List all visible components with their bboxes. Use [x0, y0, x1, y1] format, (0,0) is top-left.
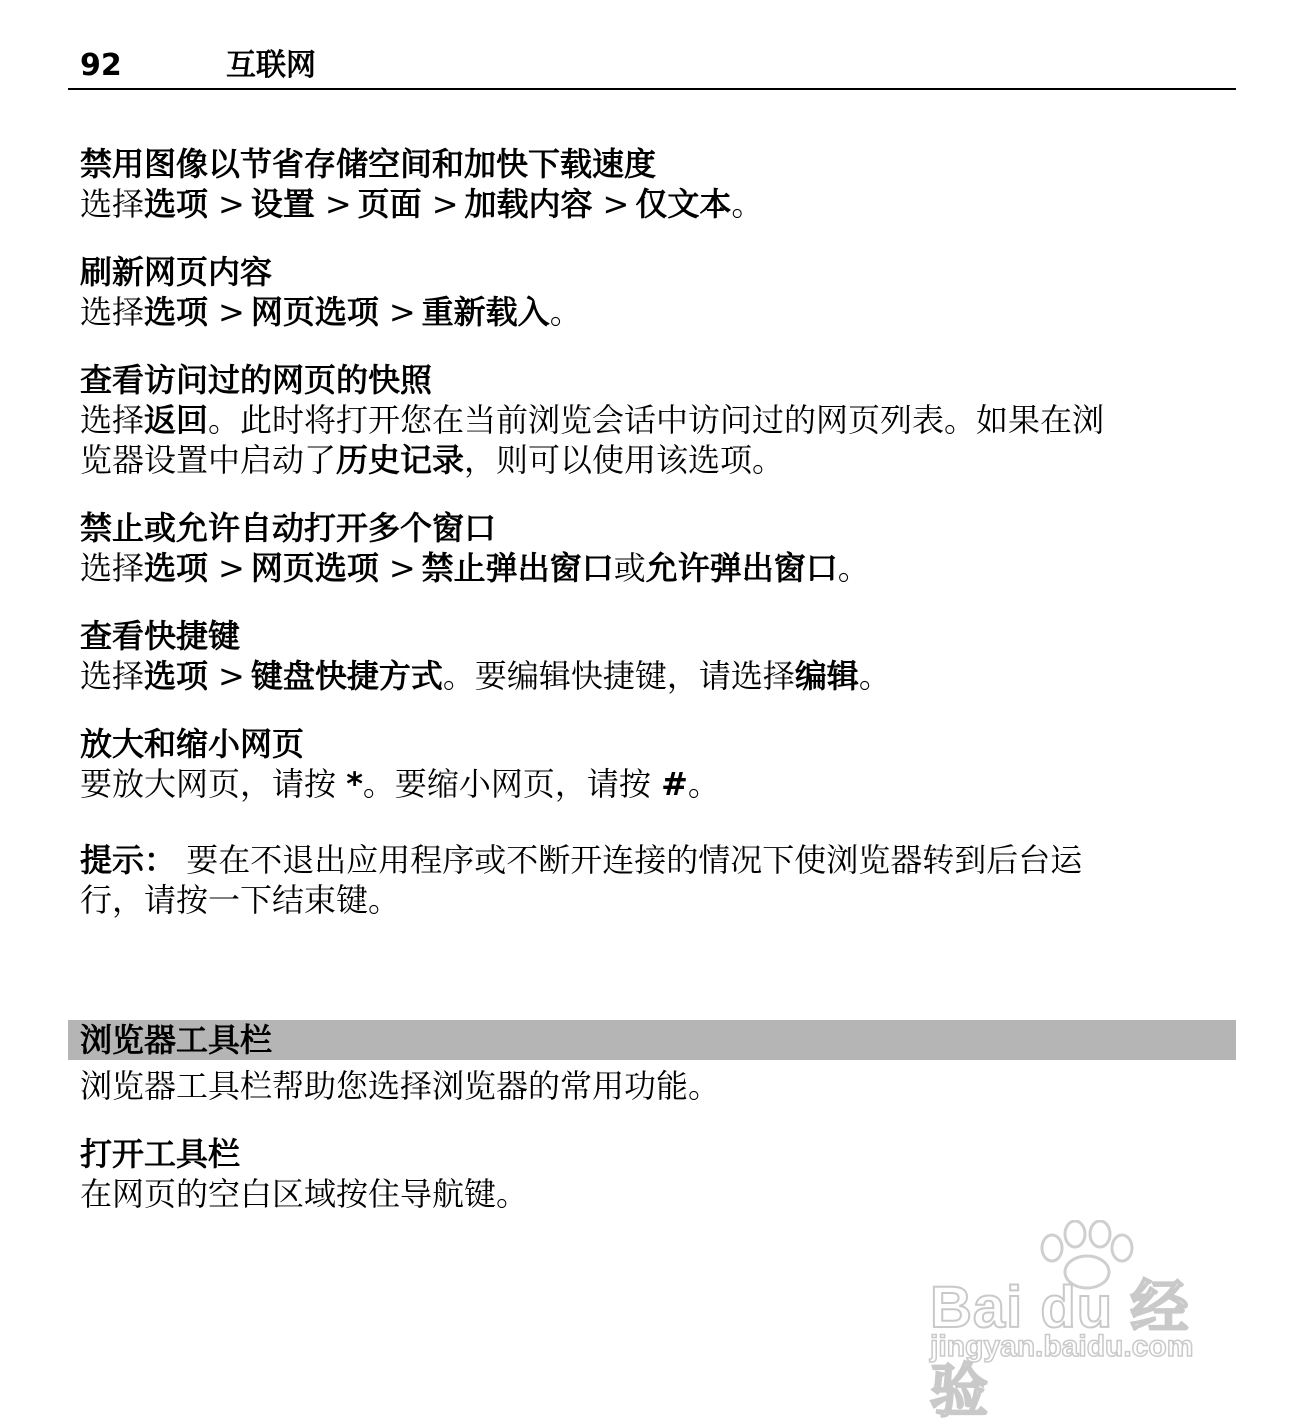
menu-item: 选项: [144, 657, 209, 695]
menu-item: 键盘快捷方式: [250, 657, 443, 695]
section-zoom: [80, 724, 1230, 804]
menu-item: 加载内容: [464, 185, 593, 223]
toolbar-content: [80, 1066, 1230, 1214]
menu-item: 页面: [357, 185, 422, 223]
section-heading: 打开工具栏: [80, 1135, 241, 1173]
baidu-watermark: [920, 1220, 1230, 1424]
section-snapshots: [80, 360, 1230, 480]
menu-path: 选择选项 > 键盘快捷方式。要编辑快捷键，请选择编辑。: [80, 657, 891, 695]
section-shortcuts: [80, 616, 1230, 696]
main-content: [80, 144, 1230, 954]
menu-item: 网页选项: [250, 293, 379, 331]
section-heading: 查看访问过的网页的快照: [80, 361, 433, 399]
section-heading: 禁用图像以节省存储空间和加快下载速度: [80, 145, 657, 183]
section-heading: 禁止或允许自动打开多个窗口: [80, 509, 497, 547]
menu-item: 禁止弹出窗口: [421, 549, 614, 587]
menu-item: 选项: [144, 185, 209, 223]
tip-text: 行，请按一下结束键。: [80, 881, 401, 919]
section-heading: 放大和缩小网页: [80, 725, 305, 763]
chapter-title: 互联网: [226, 48, 316, 83]
watermark-brand: Bai du 经验: [930, 1275, 1190, 1424]
page-number: 92: [80, 48, 122, 83]
menu-item: 编辑: [794, 657, 859, 695]
body-text: 在网页的空白区域按住导航键。: [80, 1175, 529, 1213]
section-refresh: [80, 252, 1230, 332]
key-label: *: [346, 765, 363, 803]
menu-item: 重新载入: [421, 293, 550, 331]
menu-item: 选项: [144, 549, 209, 587]
menu-path: 选择选项 > 设置 > 页面 > 加载内容 > 仅文本。: [80, 185, 764, 223]
menu-item: 允许弹出窗口: [645, 549, 838, 587]
section-title: 浏览器工具栏: [80, 1021, 273, 1059]
menu-item: 网页选项: [250, 549, 379, 587]
body-text: 浏览器工具栏帮助您选择浏览器的常用功能。: [80, 1067, 721, 1105]
key-label: #: [661, 765, 688, 803]
tip-label: 提示：: [80, 841, 177, 879]
section-popups: [80, 508, 1230, 588]
section-disable-images: [80, 144, 1230, 224]
watermark-url: jingyan.baidu.com: [930, 1330, 1194, 1363]
menu-path: 选择选项 > 网页选项 > 重新载入。: [80, 293, 582, 331]
tip-text: 要在不退出应用程序或不断开连接的情况下使浏览器转到后台运: [176, 841, 1083, 879]
menu-path: 选择选项 > 网页选项 > 禁止弹出窗口或允许弹出窗口。: [80, 549, 870, 587]
section-title-bar: [68, 1020, 1236, 1060]
menu-item: 历史记录: [336, 441, 465, 479]
section-heading: 查看快捷键: [80, 617, 241, 655]
tip-box: [80, 840, 1230, 920]
body-text: 选择返回。此时将打开您在当前浏览会话中访问过的网页列表。如果在浏 览器设置中启动了历史记录，则可以使用该选项。: [80, 401, 1105, 479]
menu-item: 选项: [144, 293, 209, 331]
menu-item: 仅文本: [635, 185, 732, 223]
page-header: [68, 44, 1236, 90]
menu-item: 设置: [250, 185, 315, 223]
body-text: 要放大网页，请按 *。要缩小网页，请按 #。: [80, 765, 720, 803]
section-heading: 刷新网页内容: [80, 253, 273, 291]
menu-item: 返回: [144, 401, 209, 439]
